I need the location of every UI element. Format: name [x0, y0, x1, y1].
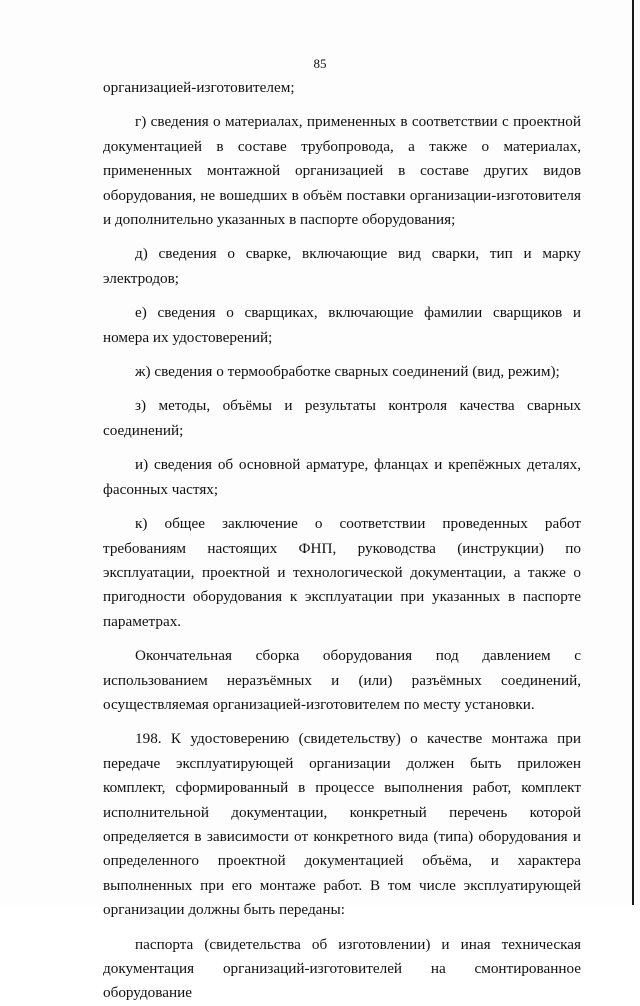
paragraph-item-d: д) сведения о сварке, включающие вид сварки, тип и марку электродов;	[103, 245, 581, 287]
paragraph-item-i: и) сведения об основной арматуре, фланцах и крепёжных деталях, фасонных частях;	[103, 456, 581, 498]
paragraph-item-z: з) методы, объёмы и результаты контроля качества сварных соединений;	[103, 397, 581, 439]
paragraph-final-assembly: Окончательная сборка оборудования под давлением с использованием неразъёмных и (или) разъёмных соединений, осуществляемая организацией-изготовителем по месту установки.	[103, 647, 581, 713]
paragraph-item-k: к) общее заключение о соответствии проведенных работ требованиям настоящих ФНП, руководства (инструкции) по эксплуатации, проектной и технологической документации, а также о пригодности оборудования к эксплуатации при указанных в паспорте параметрах.	[103, 515, 581, 630]
paragraph-continuation: организацией-изготовителем;	[103, 79, 295, 96]
paragraph-item-zh: ж) сведения о термообработке сварных соединений (вид, режим);	[135, 363, 560, 381]
document-body	[103, 76, 581, 1006]
paragraph-section-198: 198. К удостоверению (свидетельству) о качестве монтажа при передаче эксплуатирующей организации должен быть приложен комплект, сформированный в процессе выполнения работ, комплект исполнительной документации, конкретный перечень которой определяется в зависимости от конкретного вида (типа) оборудования и определенного проектной документацией объёма, и характера выполненных при его монтаже работ. В том числе эксплуатирующей организации должны быть переданы:	[103, 730, 581, 919]
paragraph-item-g: г) сведения о материалах, примененных в соответствии с проектной документацией в составе трубопровода, а также о материалах, примененных монтажной организацией в составе других видов оборудования, не вошедших в объём поставки организации-изготовителя и дополнительно указанных в паспорте оборудования;	[103, 113, 581, 229]
page-edge-line	[632, 0, 634, 905]
paragraph-passports: паспорта (свидетельства об изготовлении) и иная техническая документация организаций-изготовителей на смонтированное оборудование	[103, 935, 581, 1002]
page-number: 85	[313, 56, 327, 71]
paragraph-item-e: е) сведения о сварщиках, включающие фамилии сварщиков и номера их удостоверений;	[103, 304, 581, 346]
